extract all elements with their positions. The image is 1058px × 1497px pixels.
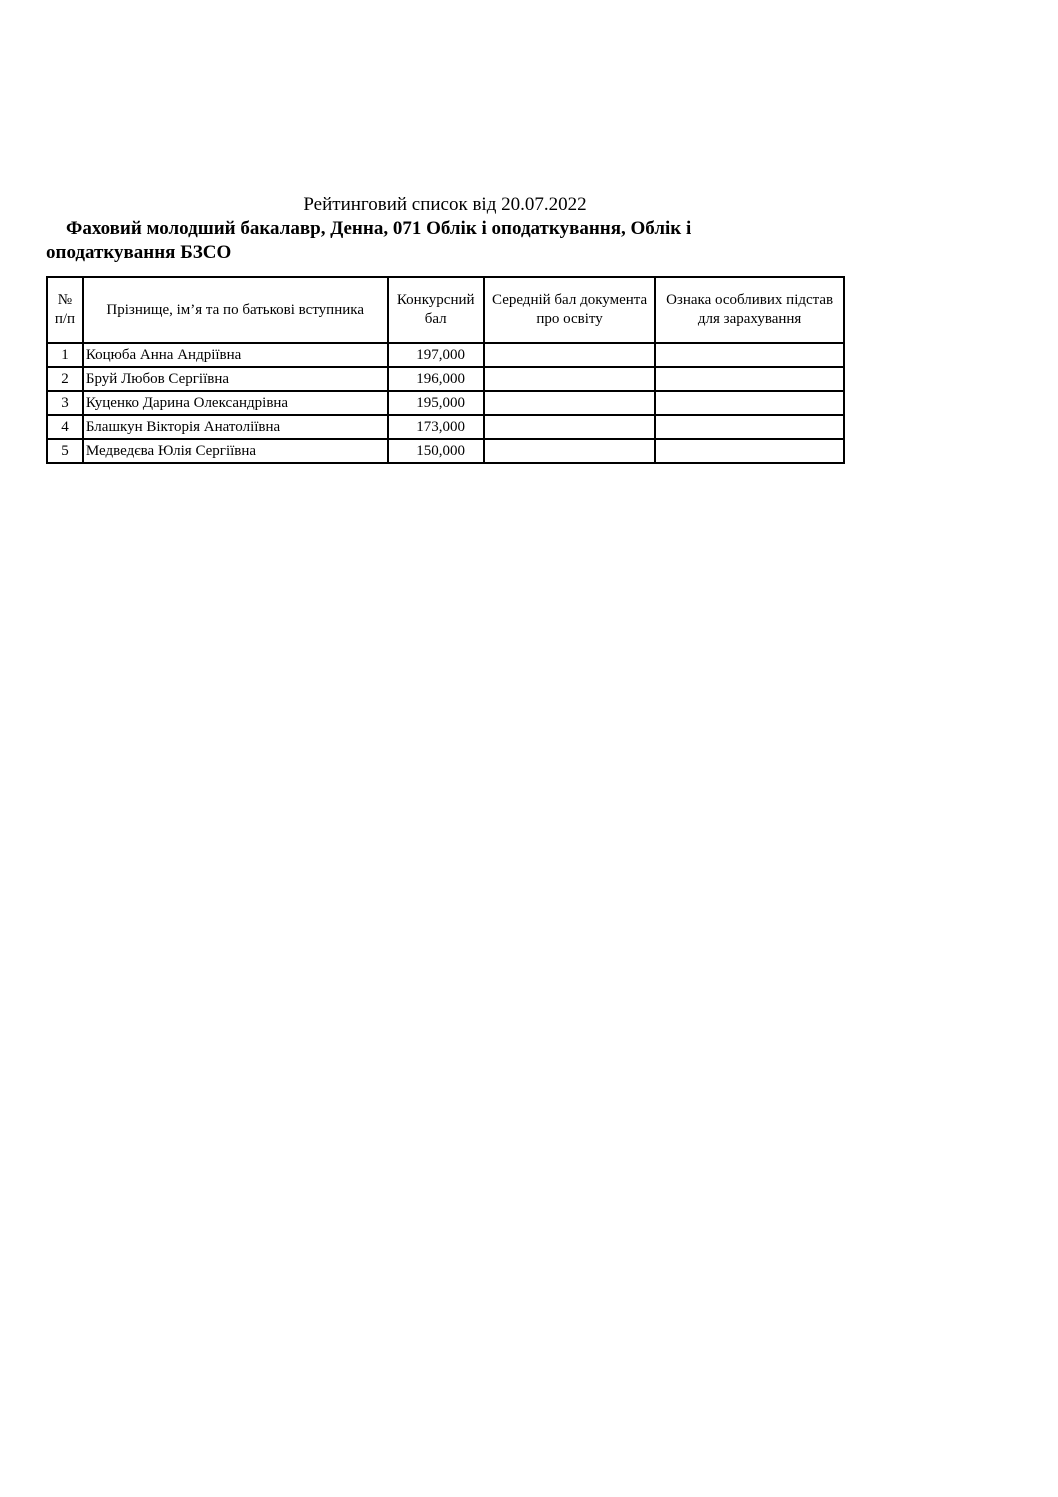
cell-score: 150,000 — [388, 439, 484, 463]
header-flag: Ознака особливих підстав для зарахування — [655, 277, 844, 343]
table-row — [47, 343, 844, 367]
header-name: Прізнище, ім’я та по батькові вступника — [83, 277, 388, 343]
cell-num: 4 — [47, 415, 83, 439]
cell-avg — [484, 415, 655, 439]
header-score: Конкурсний бал — [388, 277, 484, 343]
cell-avg — [484, 439, 655, 463]
cell-name: Бруй Любов Сергіївна — [83, 367, 388, 391]
cell-flag — [655, 391, 844, 415]
cell-flag — [655, 367, 844, 391]
cell-avg — [484, 391, 655, 415]
table-row — [47, 367, 844, 391]
table-header-row — [47, 277, 844, 343]
cell-avg — [484, 343, 655, 367]
cell-score: 173,000 — [388, 415, 484, 439]
page-title: Рейтинговий список від 20.07.2022 — [303, 194, 587, 215]
header-num: № п/п — [47, 277, 83, 343]
table-row — [47, 415, 844, 439]
cell-num: 1 — [47, 343, 83, 367]
cell-avg — [484, 367, 655, 391]
cell-num: 5 — [47, 439, 83, 463]
cell-score: 196,000 — [388, 367, 484, 391]
cell-num: 2 — [47, 367, 83, 391]
cell-flag — [655, 343, 844, 367]
cell-num: 3 — [47, 391, 83, 415]
cell-score: 197,000 — [388, 343, 484, 367]
header-avg: Середній бал документа про освіту — [484, 277, 655, 343]
cell-name: Куценко Дарина Олександрівна — [83, 391, 388, 415]
cell-name: Блашкун Вікторія Анатоліївна — [83, 415, 388, 439]
cell-flag — [655, 439, 844, 463]
page-subtitle: Фаховий молодший бакалавр, Денна, 071 Облік і оподаткування, Облік і оподаткування БЗСО — [46, 218, 692, 263]
cell-score: 195,000 — [388, 391, 484, 415]
table-row — [47, 391, 844, 415]
table-row — [47, 439, 844, 463]
cell-name: Коцюба Анна Андріївна — [83, 343, 388, 367]
cell-name: Медведєва Юлія Сергіївна — [83, 439, 388, 463]
cell-flag — [655, 415, 844, 439]
rating-table — [46, 276, 845, 464]
